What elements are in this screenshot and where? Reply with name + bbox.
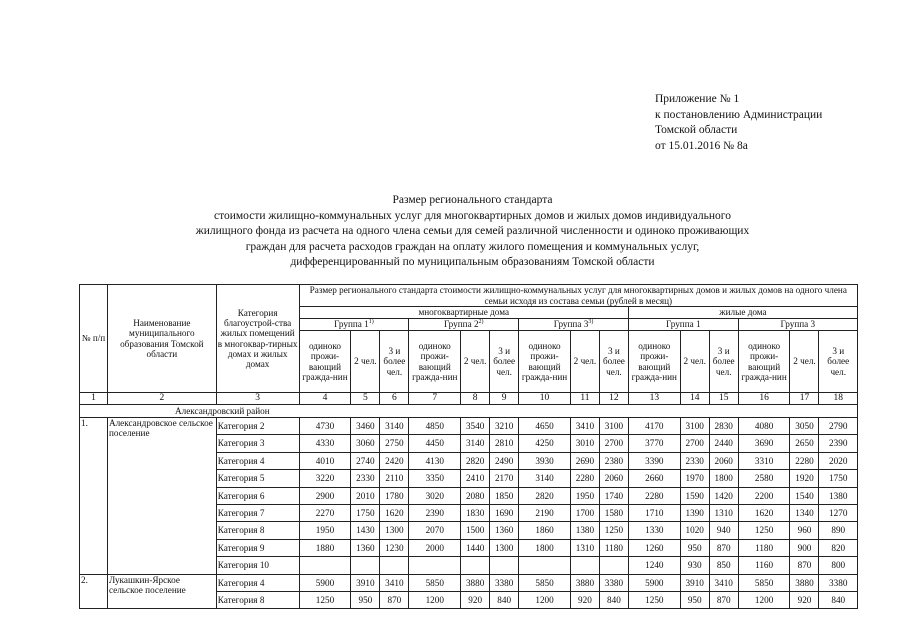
column-number: 9 — [490, 393, 519, 405]
value-cell: 2820 — [519, 487, 571, 504]
value-cell: 1360 — [351, 539, 380, 556]
column-number: 11 — [570, 393, 599, 405]
value-cell: 4650 — [519, 418, 571, 435]
value-cell: 1690 — [490, 504, 519, 521]
value-cell: 1340 — [790, 504, 819, 521]
value-cell: 3880 — [790, 574, 819, 591]
column-number: 18 — [819, 393, 858, 405]
value-cell: 2660 — [628, 470, 680, 487]
value-cell: 1620 — [380, 504, 409, 521]
value-cell: 4080 — [738, 418, 790, 435]
value-cell: 2490 — [490, 452, 519, 469]
value-cell: 2380 — [599, 452, 628, 469]
value-cell: 1200 — [738, 591, 790, 608]
value-cell: 1750 — [819, 470, 858, 487]
value-cell — [351, 557, 380, 574]
value-cell: 5900 — [299, 574, 351, 591]
header-group: Группа 1 — [628, 319, 738, 331]
value-cell: 1300 — [490, 539, 519, 556]
value-cell: 2020 — [819, 452, 858, 469]
header-three: 3 и более чел. — [819, 331, 858, 393]
column-number: 16 — [738, 393, 790, 405]
header-group — [519, 319, 629, 331]
value-cell: 2060 — [709, 452, 738, 469]
value-cell: 1590 — [680, 487, 709, 504]
value-cell: 4450 — [409, 435, 461, 452]
column-number: 14 — [680, 393, 709, 405]
value-cell: 3880 — [461, 574, 490, 591]
value-cell: 2280 — [790, 452, 819, 469]
value-cell: 4010 — [299, 452, 351, 469]
value-cell: 1780 — [380, 487, 409, 504]
value-cell: 1250 — [299, 591, 351, 608]
value-cell: 3380 — [819, 574, 858, 591]
column-number: 7 — [409, 393, 461, 405]
value-cell: 2060 — [599, 470, 628, 487]
value-cell: 920 — [790, 591, 819, 608]
value-cell: 1800 — [519, 539, 571, 556]
column-number: 17 — [790, 393, 819, 405]
category-cell: Категория 5 — [216, 470, 299, 487]
value-cell: 1310 — [570, 539, 599, 556]
value-cell: 1800 — [709, 470, 738, 487]
header-two: 2 чел. — [790, 331, 819, 393]
value-cell: 850 — [709, 557, 738, 574]
value-cell: 950 — [680, 591, 709, 608]
value-cell: 1880 — [299, 539, 351, 556]
header-single: одиноко прожи-вающий гражда-нин — [409, 331, 461, 393]
value-cell: 950 — [680, 539, 709, 556]
value-cell: 1420 — [709, 487, 738, 504]
appendix-line: Томской области — [655, 124, 738, 136]
value-cell: 3380 — [599, 574, 628, 591]
value-cell: 1380 — [819, 487, 858, 504]
entity-name: Александровское сельское поселение — [107, 418, 216, 575]
value-cell: 3140 — [461, 435, 490, 452]
value-cell: 1970 — [680, 470, 709, 487]
region-row — [80, 405, 858, 418]
value-cell — [380, 557, 409, 574]
value-cell: 2790 — [819, 418, 858, 435]
standards-table — [79, 284, 858, 609]
group-label: Группа 1 — [334, 319, 369, 330]
header-single: одиноко прожи-вающий гражда-нин — [628, 331, 680, 393]
value-cell: 2330 — [351, 470, 380, 487]
header-single: одиноко прожи-вающий гражда-нин — [738, 331, 790, 393]
footnote-mark: 2) — [478, 319, 484, 326]
value-cell — [490, 557, 519, 574]
header-three: 3 и более чел. — [490, 331, 519, 393]
value-cell: 3140 — [519, 470, 571, 487]
value-cell: 3770 — [628, 435, 680, 452]
value-cell: 870 — [709, 591, 738, 608]
header-municipality: Наименование муниципального образования Томской области — [107, 285, 216, 393]
value-cell: 3380 — [490, 574, 519, 591]
value-cell: 3140 — [380, 418, 409, 435]
value-cell — [299, 557, 351, 574]
column-number: 8 — [461, 393, 490, 405]
value-cell: 1020 — [680, 522, 709, 539]
header-group — [409, 319, 519, 331]
category-cell: Категория 8 — [216, 591, 299, 608]
category-cell: Категория 9 — [216, 539, 299, 556]
header-two: 2 чел. — [680, 331, 709, 393]
value-cell: 1750 — [351, 504, 380, 521]
value-cell: 870 — [709, 539, 738, 556]
value-cell: 2270 — [299, 504, 351, 521]
value-cell: 1200 — [409, 591, 461, 608]
value-cell: 3010 — [570, 435, 599, 452]
value-cell: 3910 — [351, 574, 380, 591]
value-cell: 3210 — [490, 418, 519, 435]
value-cell: 1250 — [599, 522, 628, 539]
value-cell: 800 — [819, 557, 858, 574]
value-cell: 3050 — [790, 418, 819, 435]
appendix-line: к постановлению Администрации — [655, 108, 823, 121]
value-cell: 1500 — [461, 522, 490, 539]
header-three: 3 и более чел. — [380, 331, 409, 393]
value-cell: 1180 — [738, 539, 790, 556]
table-row — [80, 418, 858, 435]
entity-number: 1. — [80, 418, 108, 575]
value-cell: 2200 — [738, 487, 790, 504]
value-cell: 870 — [380, 591, 409, 608]
value-cell: 840 — [599, 591, 628, 608]
value-cell — [570, 557, 599, 574]
value-cell: 4250 — [519, 435, 571, 452]
value-cell: 2070 — [409, 522, 461, 539]
value-cell: 1580 — [599, 504, 628, 521]
value-cell: 2440 — [709, 435, 738, 452]
title-line: жилищного фонда из расчета на одного члена семьи для семей различной численности и одиноко проживающих — [195, 225, 750, 237]
header-two: 2 чел. — [351, 331, 380, 393]
value-cell: 1330 — [628, 522, 680, 539]
value-cell: 1540 — [790, 487, 819, 504]
value-cell: 2080 — [461, 487, 490, 504]
value-cell: 3100 — [599, 418, 628, 435]
value-cell: 5850 — [738, 574, 790, 591]
value-cell: 1920 — [790, 470, 819, 487]
value-cell: 5900 — [628, 574, 680, 591]
value-cell: 4330 — [299, 435, 351, 452]
value-cell: 3690 — [738, 435, 790, 452]
group-label: Группа 3 — [553, 319, 589, 330]
value-cell — [519, 557, 571, 574]
category-cell: Категория 7 — [216, 504, 299, 521]
header-two: 2 чел. — [570, 331, 599, 393]
column-number: 13 — [628, 393, 680, 405]
value-cell: 5850 — [409, 574, 461, 591]
column-number: 12 — [599, 393, 628, 405]
header-no: № п/п — [80, 285, 108, 393]
header-category: Категория благоустрой-ства жилых помещений в многоквар-тирных домах и жилых домах — [216, 285, 299, 393]
entity-name: Лукашкин-Ярское сельское поселение — [107, 574, 216, 609]
value-cell: 920 — [461, 591, 490, 608]
table-row — [80, 574, 858, 591]
value-cell: 2580 — [738, 470, 790, 487]
title-line: граждан для расчета расходов граждан на оплату жилого помещения и коммунальных услуг, — [245, 240, 700, 253]
value-cell: 1270 — [819, 504, 858, 521]
header-single: одиноко прожи-вающий гражда-нин — [299, 331, 351, 393]
value-cell: 920 — [570, 591, 599, 608]
value-cell: 3910 — [680, 574, 709, 591]
column-number: 6 — [380, 393, 409, 405]
column-number: 3 — [216, 393, 299, 405]
appendix-block — [655, 92, 822, 154]
category-cell: Категория 6 — [216, 487, 299, 504]
header-three: 3 и более чел. — [709, 331, 738, 393]
value-cell: 940 — [709, 522, 738, 539]
value-cell: 3410 — [709, 574, 738, 591]
category-cell: Категория 8 — [216, 522, 299, 539]
value-cell: 2170 — [490, 470, 519, 487]
value-cell: 1300 — [380, 522, 409, 539]
value-cell: 2750 — [380, 435, 409, 452]
value-cell: 3020 — [409, 487, 461, 504]
value-cell: 1950 — [299, 522, 351, 539]
header-three: 3 и более чел. — [599, 331, 628, 393]
value-cell: 1430 — [351, 522, 380, 539]
value-cell: 4170 — [628, 418, 680, 435]
value-cell: 840 — [490, 591, 519, 608]
value-cell: 1710 — [628, 504, 680, 521]
value-cell: 2700 — [680, 435, 709, 452]
value-cell: 2830 — [709, 418, 738, 435]
value-cell: 5850 — [519, 574, 571, 591]
value-cell: 3880 — [570, 574, 599, 591]
value-cell: 820 — [819, 539, 858, 556]
value-cell: 1160 — [738, 557, 790, 574]
value-cell: 2420 — [380, 452, 409, 469]
value-cell: 2280 — [628, 487, 680, 504]
value-cell: 3100 — [680, 418, 709, 435]
category-cell: Категория 4 — [216, 574, 299, 591]
value-cell: 870 — [790, 557, 819, 574]
value-cell: 2900 — [299, 487, 351, 504]
value-cell: 1620 — [738, 504, 790, 521]
region-name: Александровский район — [80, 405, 858, 418]
value-cell: 890 — [819, 522, 858, 539]
value-cell: 1360 — [490, 522, 519, 539]
value-cell: 1850 — [490, 487, 519, 504]
document-title — [80, 193, 865, 271]
value-cell: 1700 — [570, 504, 599, 521]
value-cell: 4850 — [409, 418, 461, 435]
group-label: Группа 2 — [443, 319, 479, 330]
column-number: 15 — [709, 393, 738, 405]
column-numbers-row — [80, 393, 858, 405]
title-line: стоимости жилищно-коммунальных услуг для многоквартирных домов и жилых домов индивидуального — [214, 209, 731, 222]
value-cell: 3060 — [351, 435, 380, 452]
header-single: одиноко прожи-вающий гражда-нин — [519, 331, 571, 393]
column-number: 5 — [351, 393, 380, 405]
value-cell: 3460 — [351, 418, 380, 435]
value-cell — [599, 557, 628, 574]
appendix-line: Приложение № 1 — [655, 93, 740, 105]
header-standard: Размер регионального стандарта стоимости жилищно-коммунальных услуг для многоквартирных домов и жилых домов на одного члена семьи исходя из состава семьи (рублей в месяц) — [299, 285, 857, 307]
value-cell: 1310 — [709, 504, 738, 521]
value-cell: 1390 — [680, 504, 709, 521]
value-cell: 2010 — [351, 487, 380, 504]
value-cell: 1740 — [599, 487, 628, 504]
title-line: Размер регионального стандарта — [392, 194, 553, 206]
value-cell: 930 — [680, 557, 709, 574]
value-cell: 2280 — [570, 470, 599, 487]
value-cell: 1240 — [628, 557, 680, 574]
value-cell: 1200 — [519, 591, 571, 608]
entity-number: 2. — [80, 574, 108, 609]
header-two: 2 чел. — [461, 331, 490, 393]
value-cell: 2700 — [599, 435, 628, 452]
title-line: дифференцированный по муниципальным образованиям Томской области — [290, 256, 655, 268]
value-cell — [461, 557, 490, 574]
value-cell: 2110 — [380, 470, 409, 487]
value-cell: 840 — [819, 591, 858, 608]
value-cell: 1860 — [519, 522, 571, 539]
value-cell: 3410 — [570, 418, 599, 435]
header-houses: жилые дома — [628, 307, 857, 319]
footnote-mark: 3) — [588, 319, 594, 326]
header-group: Группа 3 — [738, 319, 857, 331]
value-cell: 1180 — [599, 539, 628, 556]
value-cell: 1440 — [461, 539, 490, 556]
value-cell: 3410 — [380, 574, 409, 591]
value-cell: 2810 — [490, 435, 519, 452]
value-cell: 4730 — [299, 418, 351, 435]
value-cell — [409, 557, 461, 574]
header-apartments: многоквартирные дома — [299, 307, 628, 319]
column-number: 10 — [519, 393, 571, 405]
category-cell: Категория 4 — [216, 452, 299, 469]
value-cell: 2190 — [519, 504, 571, 521]
column-number: 4 — [299, 393, 351, 405]
value-cell: 2650 — [790, 435, 819, 452]
value-cell: 3220 — [299, 470, 351, 487]
column-number: 1 — [80, 393, 108, 405]
value-cell: 1250 — [738, 522, 790, 539]
category-cell: Категория 3 — [216, 435, 299, 452]
value-cell: 2740 — [351, 452, 380, 469]
value-cell: 960 — [790, 522, 819, 539]
value-cell: 3350 — [409, 470, 461, 487]
value-cell: 2820 — [461, 452, 490, 469]
value-cell: 3540 — [461, 418, 490, 435]
value-cell: 1250 — [628, 591, 680, 608]
value-cell: 1830 — [461, 504, 490, 521]
value-cell: 2410 — [461, 470, 490, 487]
value-cell: 2000 — [409, 539, 461, 556]
value-cell: 3930 — [519, 452, 571, 469]
value-cell: 1950 — [570, 487, 599, 504]
value-cell: 2390 — [819, 435, 858, 452]
value-cell: 3390 — [628, 452, 680, 469]
value-cell: 4130 — [409, 452, 461, 469]
header-group — [299, 319, 409, 331]
appendix-line: от 15.01.2016 № 8а — [655, 139, 748, 152]
value-cell: 3310 — [738, 452, 790, 469]
column-number: 2 — [107, 393, 216, 405]
value-cell: 900 — [790, 539, 819, 556]
value-cell: 950 — [351, 591, 380, 608]
value-cell: 1260 — [628, 539, 680, 556]
value-cell: 1230 — [380, 539, 409, 556]
category-cell: Категория 2 — [216, 418, 299, 435]
value-cell: 1380 — [570, 522, 599, 539]
category-cell: Категория 10 — [216, 557, 299, 574]
footnote-mark: 1) — [368, 319, 374, 326]
value-cell: 2330 — [680, 452, 709, 469]
value-cell: 2390 — [409, 504, 461, 521]
value-cell: 2690 — [570, 452, 599, 469]
